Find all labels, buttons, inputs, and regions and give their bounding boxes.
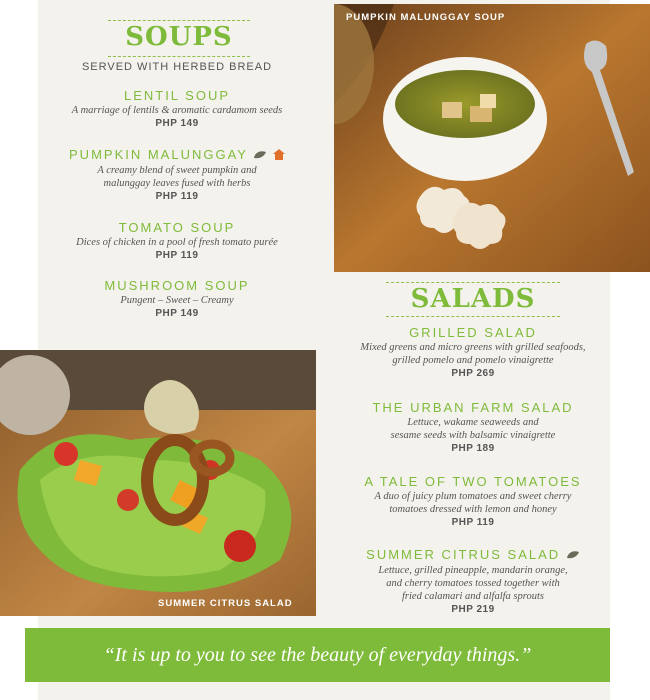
soups-bottom-rule [108,56,250,57]
item-price: PHP 189 [451,443,495,454]
item-name-row [40,147,314,164]
soups-subtitle: SERVED WITH HERBED BREAD [81,61,273,73]
salad-photo-caption: SUMMER CITRUS SALAD [158,598,293,609]
item-desc: A duo of juicy plum tomatoes and sweet cherry [374,491,572,502]
salads-bottom-rule [386,316,560,317]
item-desc: Dices of chicken in a pool of fresh tomato purée [76,237,278,248]
item-name: A TALE OF TWO TOMATOES [364,474,582,489]
item-price: PHP 149 [155,308,199,319]
item-price: PHP 119 [451,517,495,528]
leaf-icon [566,548,580,564]
item-price: PHP 119 [155,250,199,261]
menu-item-summer-citrus-salad [338,547,608,617]
house-icon [273,148,285,164]
item-desc: Pungent – Sweet – Creamy [120,295,234,306]
item-name-row [338,547,608,564]
summer-citrus-salad-photo [0,350,316,616]
salads-top-rule [386,282,560,283]
quote-banner [25,628,610,682]
item-name: PUMPKIN MALUNGGAY [69,147,248,162]
item-desc: A marriage of lentils & aromatic cardamom seeds [71,105,283,116]
item-price: PHP 219 [451,603,495,615]
item-name: LENTIL SOUP [123,88,231,103]
item-name: SUMMER CITRUS SALAD [366,547,561,562]
item-desc: fried calamari and alfalfa sprouts [402,590,544,602]
menu-item-lentil-soup [48,88,306,131]
item-desc: tomatoes dressed with lemon and honey [389,504,557,515]
menu-item-mushroom-soup [48,278,306,321]
item-desc: Mixed greens and micro greens with grilled seafoods, [360,342,586,353]
pumpkin-soup-photo [334,4,650,272]
menu-item-tomato-soup [48,220,306,263]
item-desc: malunggay leaves fused with herbs [103,177,251,189]
soups-title: SOUPS [125,22,233,52]
item-price: PHP 119 [155,190,199,202]
item-name: MUSHROOM SOUP [104,278,250,293]
item-desc: sesame seeds with balsamic vinaigrette [390,430,556,441]
item-desc: Lettuce, wakame seaweeds and [407,417,539,428]
soups-top-rule [108,20,250,21]
menu-item-tale-of-two-tomatoes [338,474,608,530]
item-name: TOMATO SOUP [118,220,236,235]
menu-item-grilled-salad [338,325,608,381]
item-name: GRILLED SALAD [409,325,537,340]
leaf-icon [253,148,267,164]
menu-item-pumpkin-malunggay [40,147,314,204]
item-desc: grilled pomelo and pomelo vinaigrette [392,355,554,366]
quote-text: “It is up to you to see the beauty of everyday things.” [103,643,532,666]
item-name: THE URBAN FARM SALAD [372,400,574,415]
menu-item-urban-farm-salad [338,400,608,456]
item-price: PHP 269 [451,368,495,379]
soup-photo-caption: PUMPKIN MALUNGGAY SOUP [346,12,506,23]
item-desc: and cherry tomatoes tossed together with [386,577,560,589]
item-desc: A creamy blend of sweet pumpkin and [97,164,257,176]
item-desc: Lettuce, grilled pineapple, mandarin orange, [378,564,568,576]
salads-title: SALADS [410,284,536,314]
item-price: PHP 149 [155,118,199,129]
